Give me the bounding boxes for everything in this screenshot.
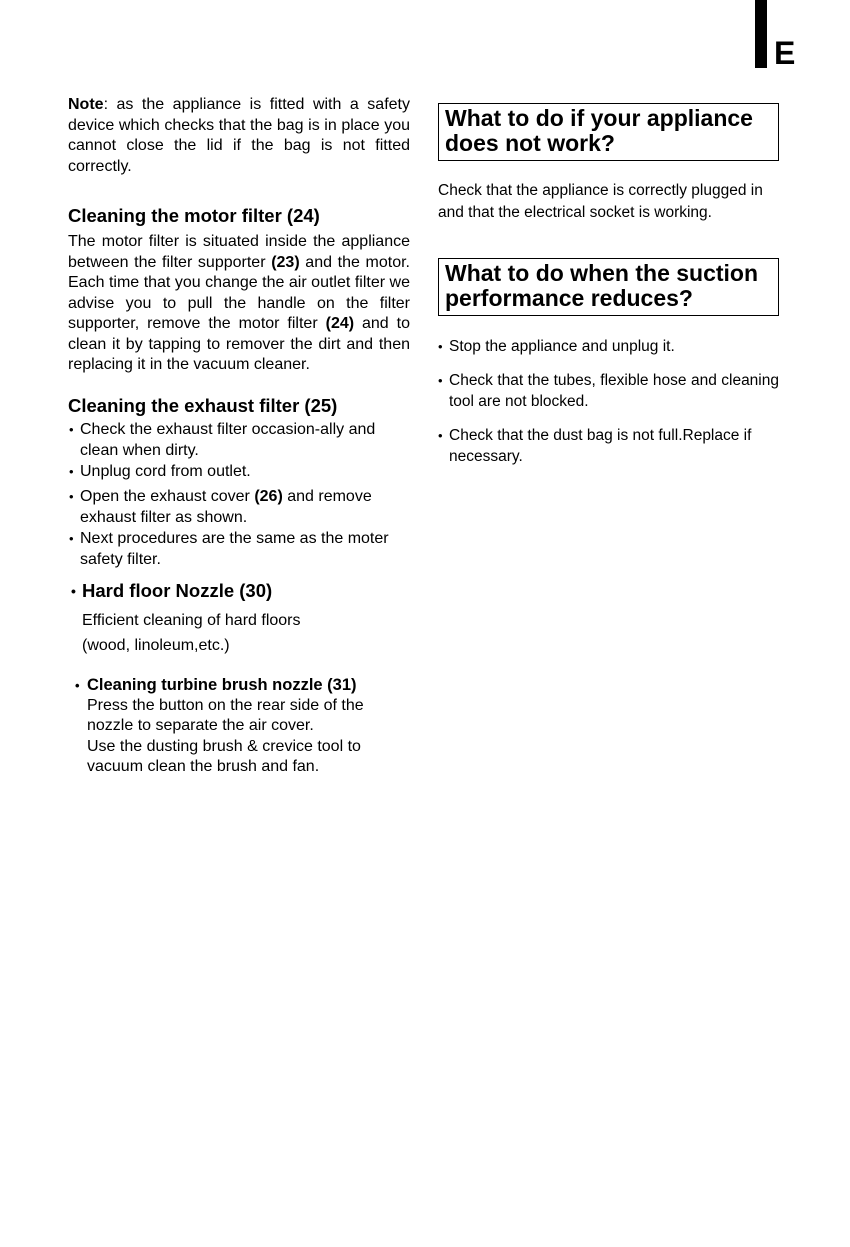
motor-filter-text-3: and to clean it by tapping to remover the dirt and then replacing it in the vacuum cleaner. xyxy=(68,315,410,373)
exhaust-bullet-3 xyxy=(68,486,410,528)
exhaust-bullet-3-text-a: Open the exhaust cover xyxy=(80,487,255,505)
suction-bullet-1: • Stop the appliance and unplug it. xyxy=(438,336,779,358)
suction-bullet-2: • Check that the tubes, flexible hose and cleaning tool are not blocked. xyxy=(438,370,779,413)
motor-filter-ref-23: (23) xyxy=(271,253,300,271)
exhaust-bullet-4: • Next procedures are the same as the moter safety filter. xyxy=(68,528,410,570)
suction-bullet-3: • Check that the dust bag is not full.Replace if necessary. xyxy=(438,425,779,468)
right-column xyxy=(438,103,779,468)
turbine-heading-text: Cleaning turbine brush nozzle (31) xyxy=(87,675,357,694)
exhaust-bullet-3-text-b: and remove exhaust filter as shown. xyxy=(80,487,372,526)
troubleshoot-box-suction xyxy=(438,258,779,316)
left-column xyxy=(68,95,410,778)
turbine-line-1: Press the button on the rear side of the nozzle to separate the air cover. xyxy=(87,696,364,734)
exhaust-filter-heading: Cleaning the exhaust filter (25) xyxy=(68,394,338,416)
troubleshoot-box-not-working xyxy=(438,103,779,161)
language-tab-bar xyxy=(755,0,767,68)
hard-floor-line-1: Efficient cleaning of hard floors xyxy=(82,611,301,629)
exhaust-cover-ref-26: (26) xyxy=(254,487,283,505)
hard-floor-heading: • Hard floor Nozzle (30) xyxy=(71,579,273,601)
note-paragraph xyxy=(68,95,410,177)
motor-filter-ref-24: (24) xyxy=(325,315,355,332)
exhaust-bullet-1: • Check the exhaust filter occasion-ally and clean when dirty. xyxy=(68,419,410,461)
turbine-heading: • Cleaning turbine brush nozzle (31) xyxy=(75,675,357,694)
note-label: Note xyxy=(68,96,104,113)
exhaust-bullet-2: • Unplug cord from outlet. xyxy=(68,461,410,482)
motor-filter-paragraph xyxy=(68,232,410,376)
hard-floor-line-2: (wood, linoleum,etc.) xyxy=(82,636,230,654)
not-working-title: What to do if your appliance does not work? xyxy=(445,105,753,156)
motor-filter-text-2: and the motor. Each time that you change the air outlet filter we advise you to pull the handle on the filter supporter, remove the motor filter xyxy=(68,253,411,332)
suction-title: What to do when the suction performance reduces? xyxy=(445,260,759,311)
not-working-text: Check that the appliance is correctly plugged in and that the electrical socket is working. xyxy=(438,182,763,221)
note-text: : as the appliance is fitted with a safety device which checks that the bag is in place you cannot close the lid if the bag is not fitted correctly. xyxy=(68,96,410,175)
hard-floor-heading-text: Hard floor Nozzle (30) xyxy=(82,579,273,601)
language-tab-letter: E xyxy=(774,35,796,71)
turbine-line-2: Use the dusting brush & crevice tool to vacuum clean the brush and fan. xyxy=(87,737,361,775)
motor-filter-heading: Cleaning the motor filter (24) xyxy=(68,205,320,226)
motor-filter-text-1: The motor filter is situated inside the appliance between the filter supporter xyxy=(68,233,410,271)
